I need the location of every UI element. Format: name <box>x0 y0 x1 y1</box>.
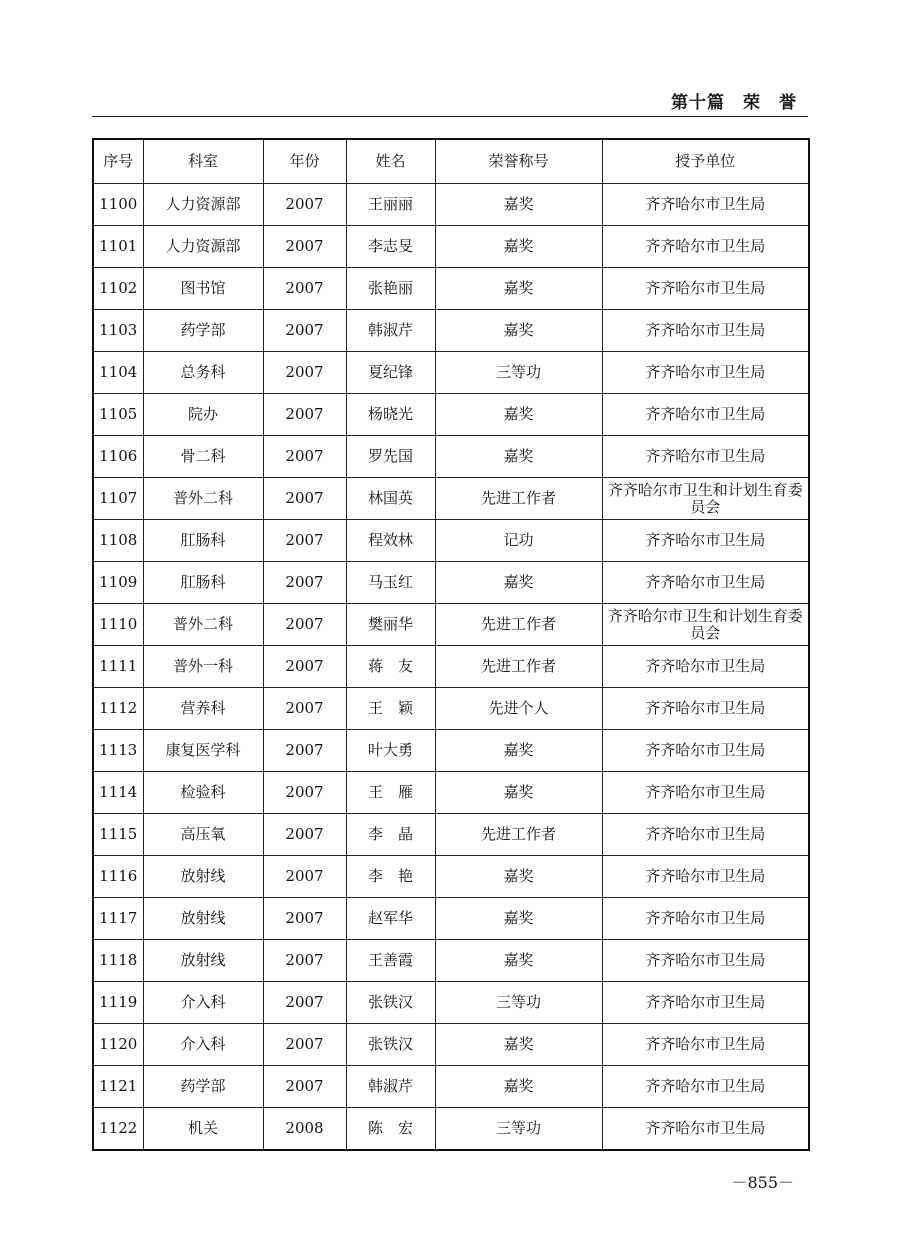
table-row <box>93 898 809 940</box>
table-row <box>93 268 809 310</box>
cell-name: 张艳丽 <box>346 268 435 310</box>
cell-index: 1107 <box>93 478 143 520</box>
cell-name: 韩淑芹 <box>346 310 435 352</box>
cell-year: 2007 <box>263 226 346 268</box>
cell-name: 罗先国 <box>346 436 435 478</box>
cell-name: 蒋 友 <box>346 646 435 688</box>
cell-year: 2007 <box>263 268 346 310</box>
cell-honor: 嘉奖 <box>435 310 602 352</box>
cell-honor: 嘉奖 <box>435 436 602 478</box>
table-row <box>93 226 809 268</box>
cell-awarding-unit: 齐齐哈尔市卫生和计划生育委员会 <box>602 604 809 646</box>
cell-year: 2007 <box>263 772 346 814</box>
cell-department: 人力资源部 <box>143 226 263 268</box>
cell-year: 2007 <box>263 982 346 1024</box>
cell-honor: 嘉奖 <box>435 268 602 310</box>
cell-index: 1111 <box>93 646 143 688</box>
cell-index: 1115 <box>93 814 143 856</box>
cell-year: 2007 <box>263 1066 346 1108</box>
cell-department: 高压氧 <box>143 814 263 856</box>
cell-name: 樊丽华 <box>346 604 435 646</box>
table-row <box>93 772 809 814</box>
table-row <box>93 688 809 730</box>
table-row <box>93 310 809 352</box>
cell-year: 2007 <box>263 814 346 856</box>
cell-department: 肛肠科 <box>143 562 263 604</box>
cell-honor: 嘉奖 <box>435 730 602 772</box>
cell-index: 1118 <box>93 940 143 982</box>
table-row <box>93 604 809 646</box>
cell-honor: 嘉奖 <box>435 856 602 898</box>
column-header-index: 序号 <box>93 139 143 184</box>
cell-name: 程效林 <box>346 520 435 562</box>
cell-index: 1101 <box>93 226 143 268</box>
cell-name: 韩淑芹 <box>346 1066 435 1108</box>
cell-awarding-unit: 齐齐哈尔市卫生局 <box>602 1108 809 1151</box>
cell-year: 2007 <box>263 940 346 982</box>
part-label: 第十篇 <box>671 93 725 113</box>
cell-department: 机关 <box>143 1108 263 1151</box>
table-row <box>93 982 809 1024</box>
cell-department: 普外二科 <box>143 478 263 520</box>
page-header <box>671 88 797 113</box>
cell-name: 李 晶 <box>346 814 435 856</box>
cell-department: 放射线 <box>143 856 263 898</box>
column-header-name: 姓名 <box>346 139 435 184</box>
cell-index: 1104 <box>93 352 143 394</box>
cell-name: 赵军华 <box>346 898 435 940</box>
cell-index: 1120 <box>93 1024 143 1066</box>
cell-awarding-unit: 齐齐哈尔市卫生局 <box>602 772 809 814</box>
table-row <box>93 352 809 394</box>
cell-honor: 三等功 <box>435 982 602 1024</box>
table-row <box>93 1066 809 1108</box>
cell-honor: 先进工作者 <box>435 814 602 856</box>
cell-year: 2007 <box>263 646 346 688</box>
cell-index: 1100 <box>93 184 143 226</box>
cell-name: 王丽丽 <box>346 184 435 226</box>
table-row <box>93 940 809 982</box>
cell-name: 马玉红 <box>346 562 435 604</box>
table-row <box>93 856 809 898</box>
cell-year: 2007 <box>263 520 346 562</box>
cell-department: 康复医学科 <box>143 730 263 772</box>
cell-name: 林国英 <box>346 478 435 520</box>
honors-table <box>92 138 810 1151</box>
cell-year: 2007 <box>263 394 346 436</box>
cell-year: 2007 <box>263 436 346 478</box>
cell-department: 总务科 <box>143 352 263 394</box>
cell-year: 2007 <box>263 730 346 772</box>
table-row <box>93 730 809 772</box>
cell-index: 1106 <box>93 436 143 478</box>
cell-honor: 嘉奖 <box>435 394 602 436</box>
cell-name: 夏纪锋 <box>346 352 435 394</box>
part-title: 荣 誉 <box>743 93 797 113</box>
cell-year: 2007 <box>263 352 346 394</box>
cell-awarding-unit: 齐齐哈尔市卫生局 <box>602 394 809 436</box>
table-row <box>93 814 809 856</box>
table-row <box>93 436 809 478</box>
cell-honor: 嘉奖 <box>435 940 602 982</box>
cell-name: 叶大勇 <box>346 730 435 772</box>
cell-honor: 嘉奖 <box>435 1024 602 1066</box>
cell-year: 2007 <box>263 898 346 940</box>
cell-name: 杨晓光 <box>346 394 435 436</box>
cell-index: 1108 <box>93 520 143 562</box>
cell-year: 2007 <box>263 688 346 730</box>
table-row <box>93 520 809 562</box>
table-header-row <box>93 139 809 184</box>
table-row <box>93 478 809 520</box>
cell-index: 1103 <box>93 310 143 352</box>
cell-department: 普外二科 <box>143 604 263 646</box>
cell-department: 药学部 <box>143 1066 263 1108</box>
cell-name: 王善霞 <box>346 940 435 982</box>
cell-year: 2008 <box>263 1108 346 1151</box>
table-row <box>93 1108 809 1151</box>
cell-index: 1112 <box>93 688 143 730</box>
cell-index: 1122 <box>93 1108 143 1151</box>
cell-index: 1116 <box>93 856 143 898</box>
cell-awarding-unit: 齐齐哈尔市卫生局 <box>602 982 809 1024</box>
header-rule <box>92 116 808 117</box>
cell-department: 普外一科 <box>143 646 263 688</box>
cell-year: 2007 <box>263 1024 346 1066</box>
cell-awarding-unit: 齐齐哈尔市卫生局 <box>602 814 809 856</box>
cell-awarding-unit: 齐齐哈尔市卫生局 <box>602 268 809 310</box>
cell-name: 王 颖 <box>346 688 435 730</box>
table-body <box>93 184 809 1151</box>
cell-department: 介入科 <box>143 982 263 1024</box>
cell-awarding-unit: 齐齐哈尔市卫生和计划生育委员会 <box>602 478 809 520</box>
cell-name: 陈 宏 <box>346 1108 435 1151</box>
cell-honor: 嘉奖 <box>435 1066 602 1108</box>
cell-department: 院办 <box>143 394 263 436</box>
cell-year: 2007 <box>263 562 346 604</box>
cell-honor: 嘉奖 <box>435 184 602 226</box>
cell-awarding-unit: 齐齐哈尔市卫生局 <box>602 730 809 772</box>
cell-department: 药学部 <box>143 310 263 352</box>
cell-department: 放射线 <box>143 940 263 982</box>
cell-awarding-unit: 齐齐哈尔市卫生局 <box>602 562 809 604</box>
cell-department: 骨二科 <box>143 436 263 478</box>
cell-honor: 三等功 <box>435 1108 602 1151</box>
cell-department: 检验科 <box>143 772 263 814</box>
cell-index: 1117 <box>93 898 143 940</box>
cell-awarding-unit: 齐齐哈尔市卫生局 <box>602 940 809 982</box>
cell-honor: 嘉奖 <box>435 226 602 268</box>
cell-awarding-unit: 齐齐哈尔市卫生局 <box>602 520 809 562</box>
cell-awarding-unit: 齐齐哈尔市卫生局 <box>602 646 809 688</box>
cell-name: 张铁汉 <box>346 1024 435 1066</box>
cell-awarding-unit: 齐齐哈尔市卫生局 <box>602 184 809 226</box>
cell-department: 肛肠科 <box>143 520 263 562</box>
table-row <box>93 1024 809 1066</box>
table-row <box>93 562 809 604</box>
cell-honor: 先进工作者 <box>435 604 602 646</box>
cell-index: 1121 <box>93 1066 143 1108</box>
cell-name: 李志旻 <box>346 226 435 268</box>
cell-name: 李 艳 <box>346 856 435 898</box>
cell-department: 放射线 <box>143 898 263 940</box>
cell-awarding-unit: 齐齐哈尔市卫生局 <box>602 898 809 940</box>
cell-awarding-unit: 齐齐哈尔市卫生局 <box>602 436 809 478</box>
cell-awarding-unit: 齐齐哈尔市卫生局 <box>602 310 809 352</box>
cell-department: 图书馆 <box>143 268 263 310</box>
cell-department: 营养科 <box>143 688 263 730</box>
cell-year: 2007 <box>263 856 346 898</box>
cell-index: 1105 <box>93 394 143 436</box>
cell-name: 张铁汉 <box>346 982 435 1024</box>
cell-index: 1114 <box>93 772 143 814</box>
cell-year: 2007 <box>263 604 346 646</box>
cell-department: 人力资源部 <box>143 184 263 226</box>
cell-awarding-unit: 齐齐哈尔市卫生局 <box>602 1024 809 1066</box>
cell-department: 介入科 <box>143 1024 263 1066</box>
cell-honor: 先进工作者 <box>435 646 602 688</box>
cell-awarding-unit: 齐齐哈尔市卫生局 <box>602 352 809 394</box>
cell-honor: 先进工作者 <box>435 478 602 520</box>
column-header-awarding-unit: 授予单位 <box>602 139 809 184</box>
column-header-year: 年份 <box>263 139 346 184</box>
table-row <box>93 184 809 226</box>
page-number: －855－ <box>731 1173 794 1192</box>
cell-index: 1110 <box>93 604 143 646</box>
cell-honor: 嘉奖 <box>435 898 602 940</box>
cell-awarding-unit: 齐齐哈尔市卫生局 <box>602 688 809 730</box>
cell-index: 1102 <box>93 268 143 310</box>
cell-honor: 嘉奖 <box>435 772 602 814</box>
cell-awarding-unit: 齐齐哈尔市卫生局 <box>602 226 809 268</box>
cell-index: 1109 <box>93 562 143 604</box>
cell-year: 2007 <box>263 478 346 520</box>
column-header-department: 科室 <box>143 139 263 184</box>
cell-honor: 记功 <box>435 520 602 562</box>
table-row <box>93 394 809 436</box>
cell-honor: 先进个人 <box>435 688 602 730</box>
cell-index: 1119 <box>93 982 143 1024</box>
cell-year: 2007 <box>263 184 346 226</box>
cell-honor: 三等功 <box>435 352 602 394</box>
cell-year: 2007 <box>263 310 346 352</box>
cell-awarding-unit: 齐齐哈尔市卫生局 <box>602 1066 809 1108</box>
table-row <box>93 646 809 688</box>
cell-honor: 嘉奖 <box>435 562 602 604</box>
cell-index: 1113 <box>93 730 143 772</box>
cell-awarding-unit: 齐齐哈尔市卫生局 <box>602 856 809 898</box>
column-header-honor: 荣誉称号 <box>435 139 602 184</box>
cell-name: 王 雁 <box>346 772 435 814</box>
